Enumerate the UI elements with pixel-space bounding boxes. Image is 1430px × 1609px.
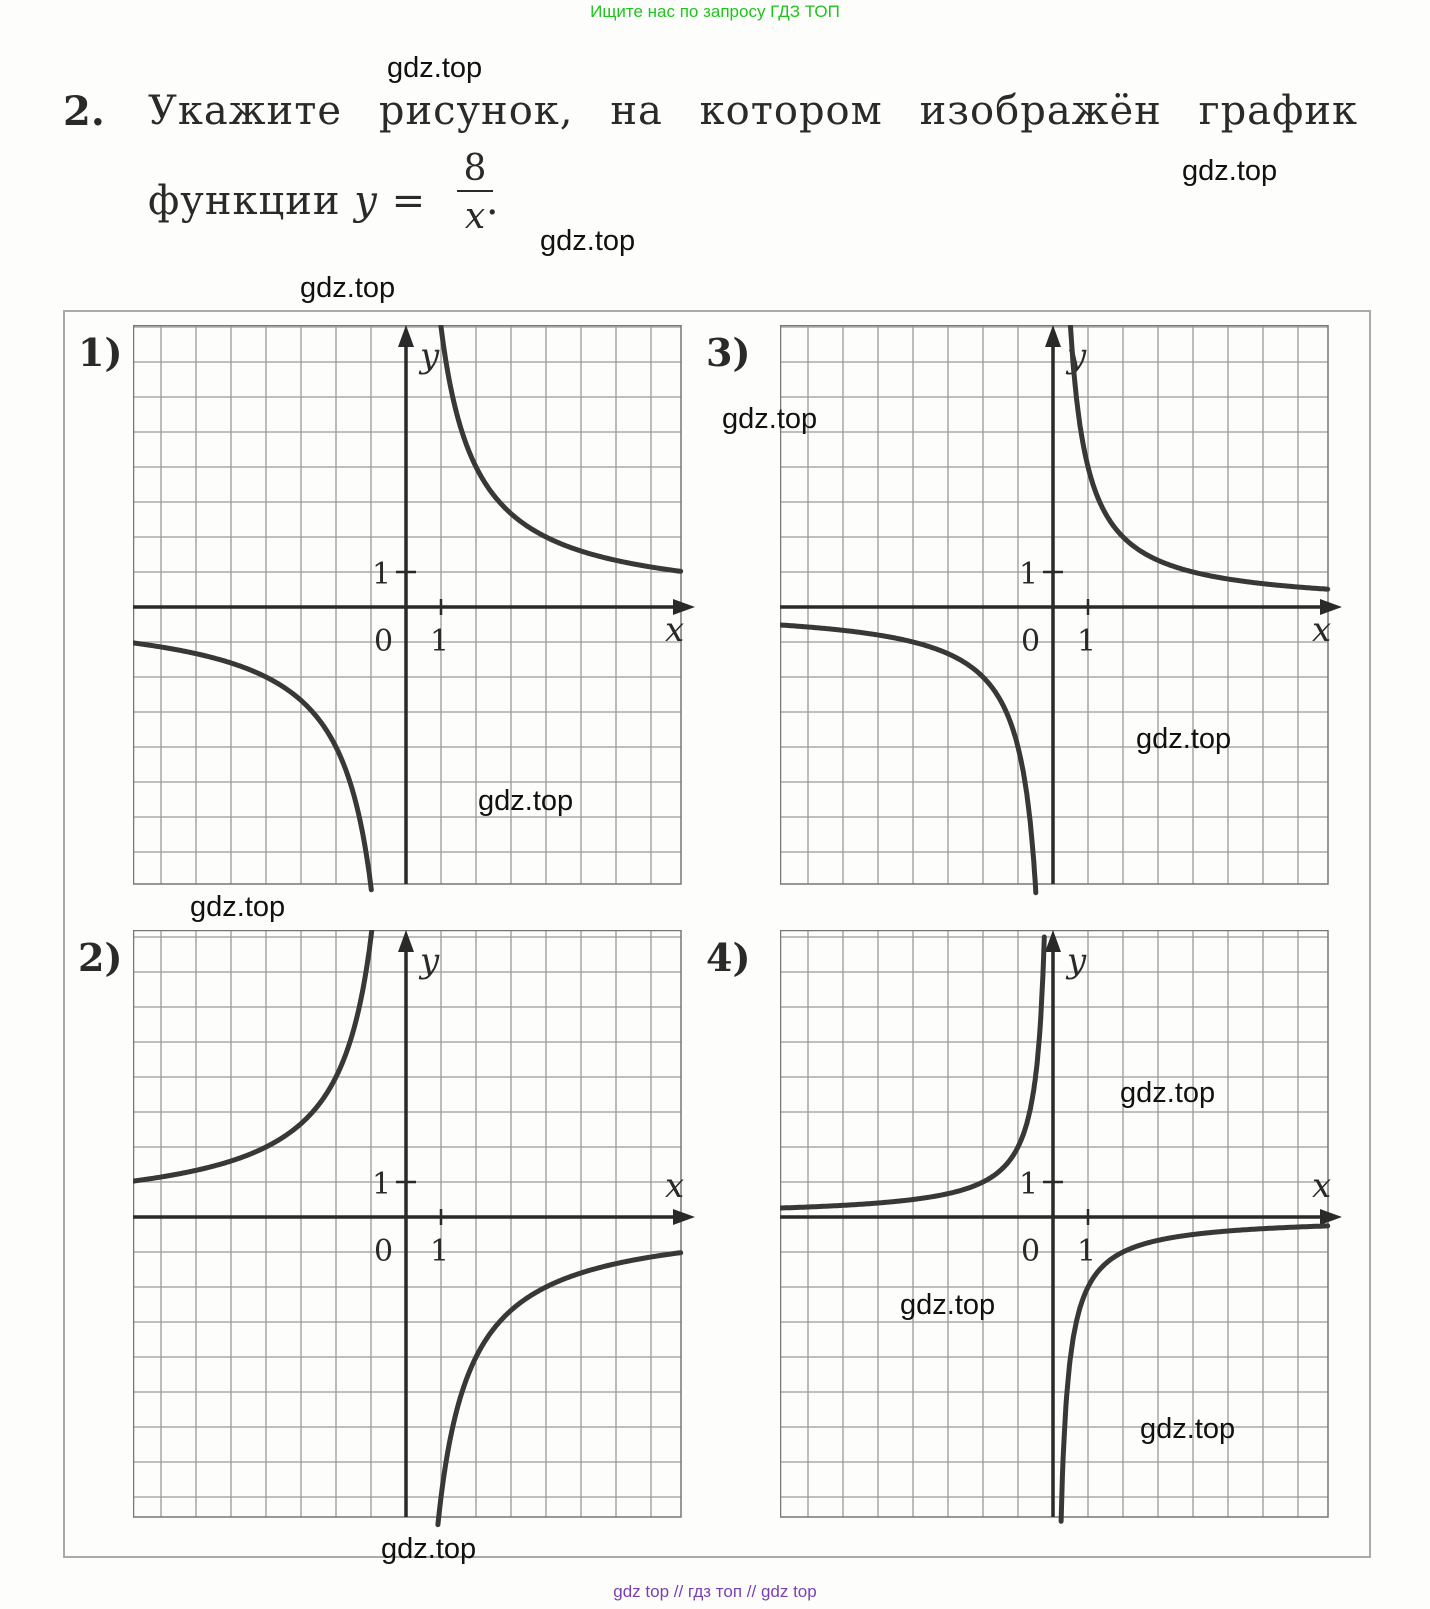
hyperbola-right-branch [438, 1253, 681, 1525]
watermark: gdz.top [381, 1533, 477, 1565]
x-axis-label: x [1312, 1166, 1332, 1206]
bottom-banner[interactable]: gdz top // гдз топ // gdz top [613, 1582, 817, 1601]
watermark: gdz.top [478, 785, 574, 817]
graph-3-label: 3) [706, 330, 751, 375]
top-banner[interactable]: Ищите нас по запросу ГДЗ ТОП [590, 2, 840, 21]
y-axis-label: y [420, 336, 440, 376]
x-axis-label: x [665, 1166, 685, 1206]
y-axis-label: y [420, 941, 440, 981]
equals-sign: = [391, 178, 427, 224]
period: . [485, 178, 500, 224]
x-axis-label: x [1312, 610, 1332, 650]
origin-label: 0 [374, 1234, 394, 1269]
watermark: gdz.top [300, 272, 396, 304]
fraction-denominator: x [464, 196, 486, 237]
fraction-numerator: 8 [463, 148, 487, 189]
hyperbola-right-branch [1061, 1226, 1328, 1521]
y-axis-label: y [1067, 941, 1087, 981]
watermark: gdz.top [1136, 723, 1232, 755]
y-axis-label: y [1067, 336, 1087, 376]
y-axis-arrow [398, 325, 414, 347]
y-unit-label: 1 [372, 1167, 392, 1202]
function-word: функции [148, 178, 341, 224]
origin-label: 0 [374, 624, 394, 659]
graph-2 [133, 930, 698, 1542]
x-unit-label: 1 [430, 1234, 450, 1269]
graph-1 [133, 325, 698, 909]
origin-label: 0 [1021, 1234, 1041, 1269]
watermark: gdz.top [722, 403, 818, 435]
graph-3 [780, 325, 1345, 909]
y-axis-arrow [1045, 930, 1061, 952]
graph-4-label: 4) [706, 935, 751, 980]
hyperbola-right-branch [1070, 325, 1328, 589]
hyperbola-left-branch [133, 930, 372, 1181]
fraction [455, 148, 495, 237]
x-axis-label: x [665, 610, 685, 650]
x-unit-label: 1 [1077, 1234, 1097, 1269]
y-unit-label: 1 [1019, 1167, 1039, 1202]
graph-1-label: 1) [78, 330, 123, 375]
task-number: 2. [63, 88, 105, 135]
graph-4 [780, 930, 1345, 1542]
watermark: gdz.top [1120, 1077, 1216, 1109]
y-unit-label: 1 [372, 557, 392, 592]
graph-2-label: 2) [78, 935, 123, 980]
watermark: gdz.top [1182, 155, 1278, 187]
x-unit-label: 1 [430, 624, 450, 659]
watermark: gdz.top [387, 52, 483, 84]
y-axis-arrow [398, 930, 414, 952]
task-text: Укажите рисунок, на котором изображён график [148, 88, 1358, 134]
y-unit-label: 1 [1019, 557, 1039, 592]
x-unit-label: 1 [1077, 624, 1097, 659]
fraction-bar [457, 190, 493, 192]
watermark: gdz.top [190, 891, 286, 923]
origin-label: 0 [1021, 624, 1041, 659]
task-function-line [148, 178, 500, 224]
watermark: gdz.top [540, 225, 636, 257]
x-axis-arrow [1320, 1209, 1342, 1225]
x-axis-arrow [673, 1209, 695, 1225]
watermark: gdz.top [1140, 1413, 1236, 1445]
y-axis-arrow [1045, 325, 1061, 347]
function-var: y [354, 178, 378, 224]
watermark: gdz.top [900, 1289, 996, 1321]
